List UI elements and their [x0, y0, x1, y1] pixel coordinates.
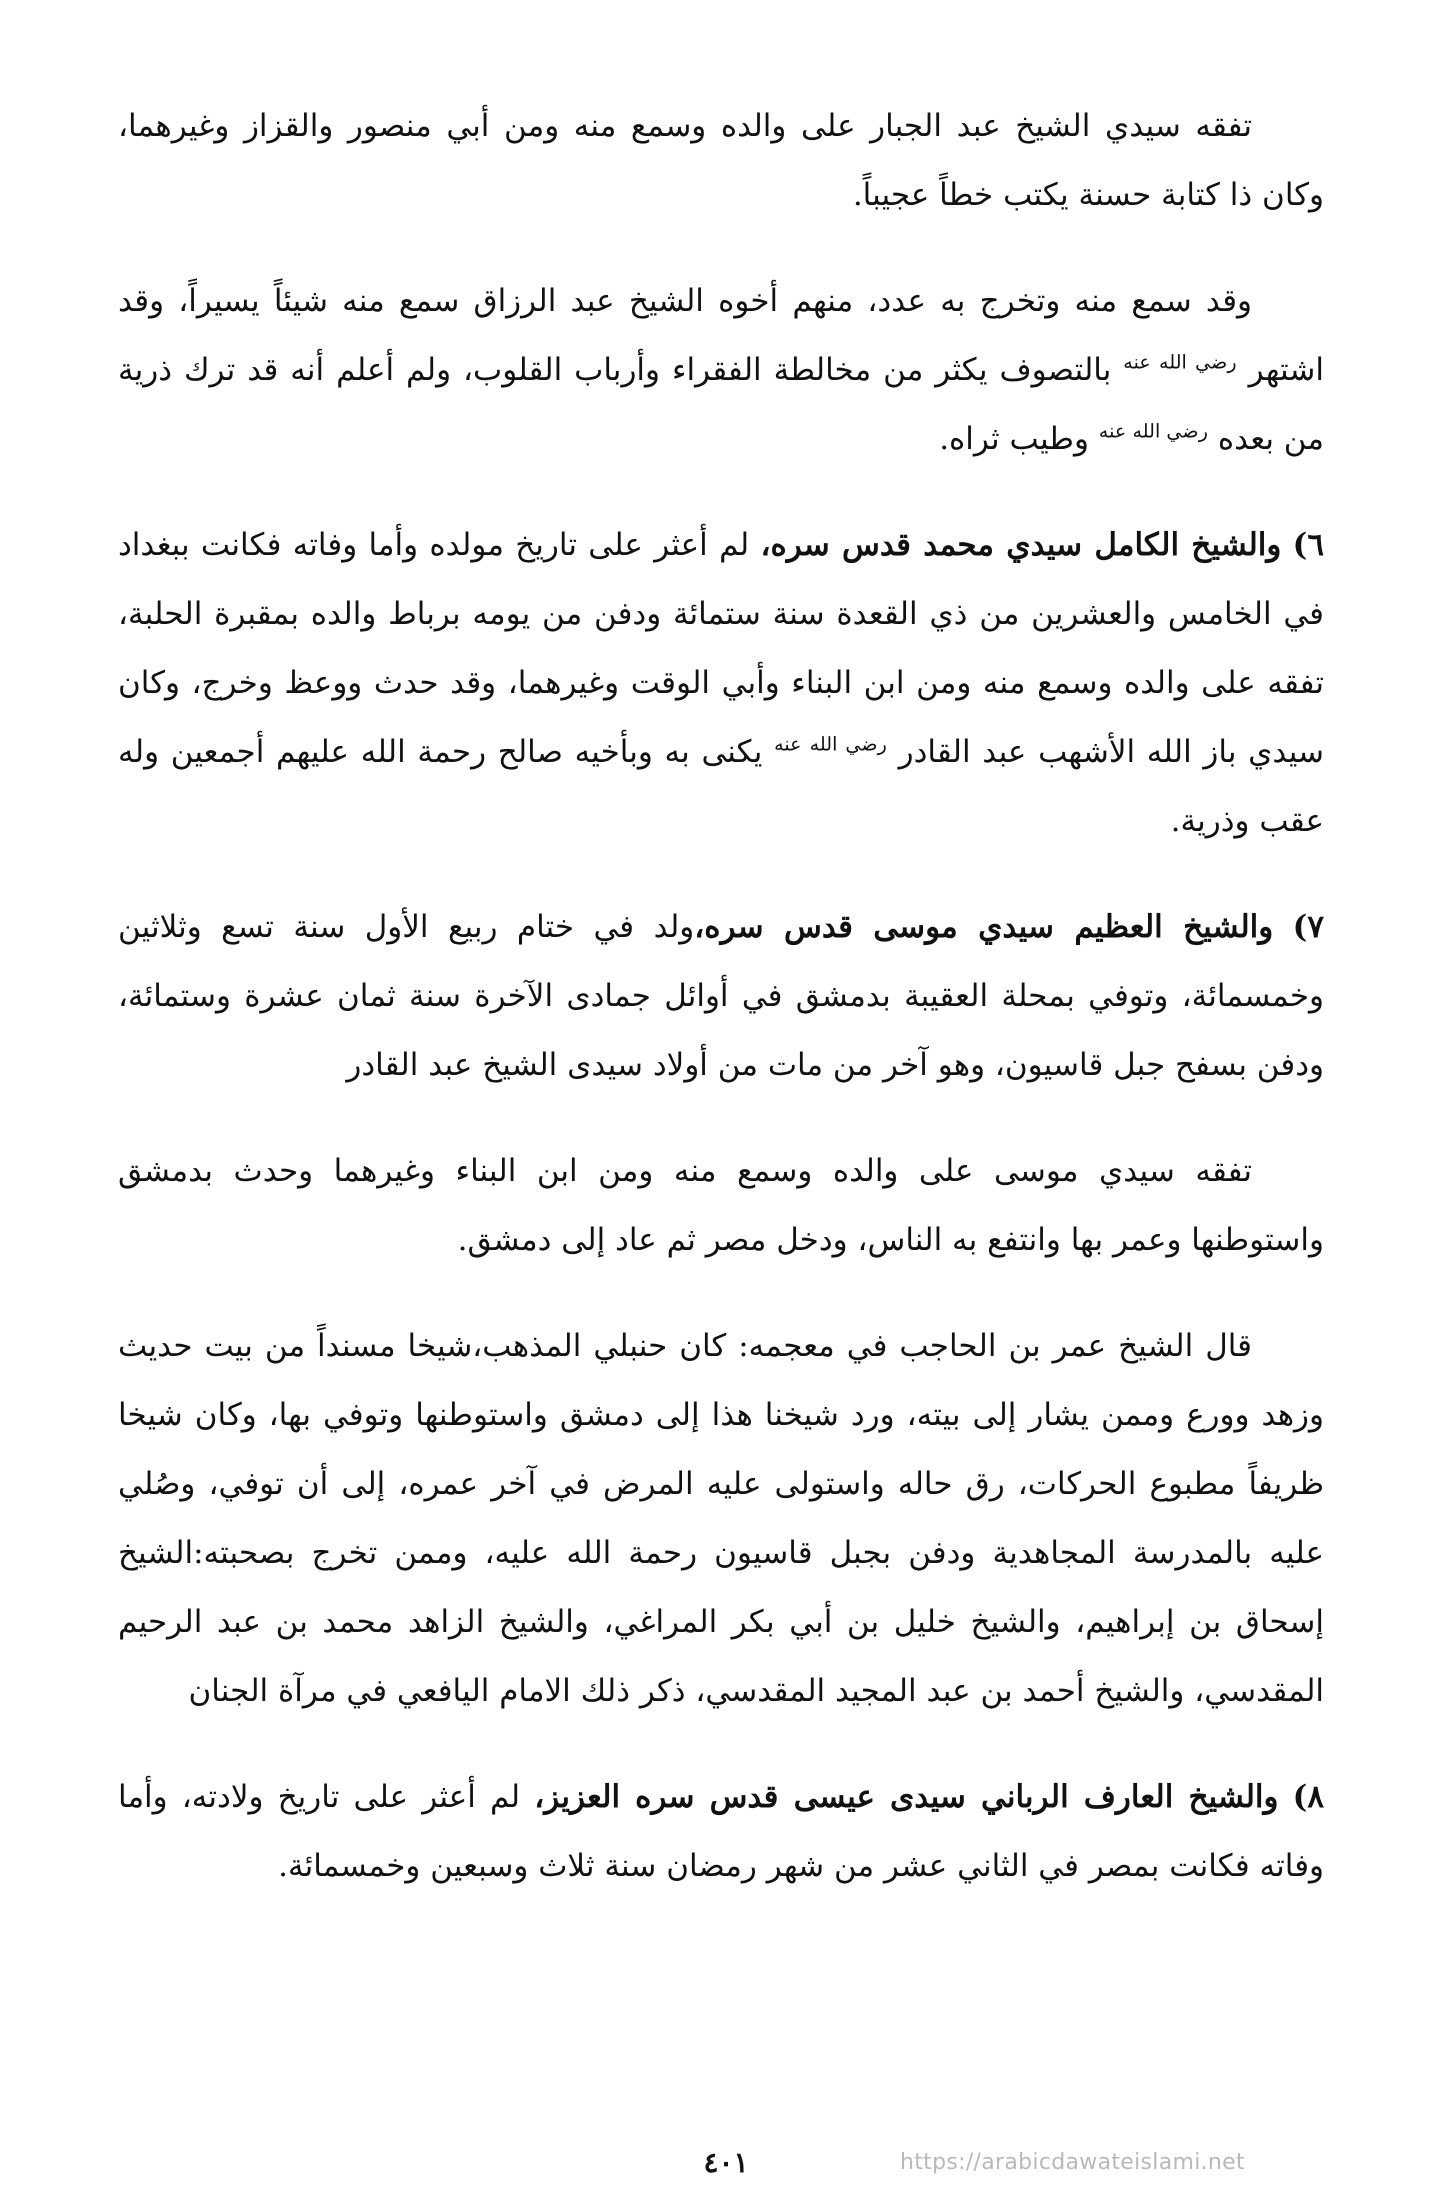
entry-heading: والشيخ العارف الرباني سيدى عيسى قدس سره العزيز، — [534, 1779, 1279, 1815]
website-watermark: https://arabicdawateislami.net — [900, 2150, 1245, 2175]
entry-text: ولد في ختام ربيع الأول سنة تسع وثلاثين وخمسمائة، وتوفي بمحلة العقيبة بدمشق في أوائل جمادى الآخرة سنة ثمان عشرة وستمائة، ودفن بسفح جبل قاسيون، وهو آخر من مات من أولاد سيدى الشيخ عبد القادر — [118, 909, 1324, 1083]
entry-text-part: يكنى به وبأخيه صالح رحمة الله عليهم أجمعين وله عقب وذرية. — [118, 734, 1324, 839]
entry-text-part: لم أعثر على تاريخ مولده وأما وفاته فكانت ببغداد في الخامس والعشرين من ذي القعدة سنة ستمائة ودفن من يومه برباط والده بمقبرة الحلبة، تفقه على والده وسمع منه ومن ابن البناء وأبي الوقت وغيرهما، وقد حدث ووعظ وخرج، وكان سيدي باز الله الأشهب عبد القادر — [118, 527, 1325, 770]
entry-text: لم أعثر على تاريخ ولادته، وأما وفاته فكانت بمصر في الثاني عشر من شهر رمضان سنة ثلاث وسبعين وخمسمائة. — [118, 1779, 1324, 1884]
entry-number: ٨) — [1292, 1779, 1324, 1815]
paragraph-abdul-jabbar-students — [118, 267, 1324, 474]
paragraph-text-part: وطيب ثراه. — [939, 421, 1089, 457]
entry-number: ٧) — [1292, 909, 1324, 945]
entry-number: ٦) — [1292, 527, 1324, 563]
paragraph-text-part: وقد سمع منه وتخرج به عدد، منهم أخوه الشيخ عبد الرزاق سمع منه شيئاً يسيراً، وقد اشتهر — [118, 283, 1324, 388]
entry-heading: والشيخ الكامل سيدي محمد قدس سره، — [760, 527, 1282, 563]
page-number: ٤٠١ — [703, 2146, 749, 2179]
entry-heading: والشيخ العظيم سيدي موسى قدس سره، — [694, 909, 1274, 945]
page-footer — [0, 2145, 1454, 2181]
paragraph-abdul-jabbar-study — [118, 92, 1324, 230]
paragraph-ibn-al-hajib-quote — [118, 1312, 1324, 1726]
entry-7-musa — [118, 893, 1324, 1100]
entry-8-isa — [118, 1763, 1324, 1901]
paragraph-text: تفقه سيدي موسى على والده وسمع منه ومن ابن البناء وغيرهما وحدث بدمشق واستوطنها وعمر بها وانتفع به الناس، ودخل مصر ثم عاد إلى دمشق. — [118, 1153, 1324, 1258]
paragraph-text-part: بالتصوف يكثر من مخالطة الفقراء وأرباب القلوب، ولم أعلم أنه قد ترك ذرية من بعده — [118, 352, 1324, 457]
main-text — [118, 92, 1324, 1938]
paragraph-text: قال الشيخ عمر بن الحاجب في معجمه: كان حنبلي المذهب،شيخا مسنداً من بيت حديث وزهد وورع وممن يشار إلى بيته، ورد شيخنا هذا إلى دمشق واستوطنها وتوفي بها، وكان شيخا ظريفاً مطبوع الحركات، رق حاله واستولى عليه المرض في آخر عمره، إلى أن توفي، وصُلي عليه بالمدرسة المجاهدية ودفن بجبل قاسيون رحمة الله عليه، وممن تخرج بصحبته:الشيخ إسحاق بن إبراهيم، والشيخ خليل بن أبي بكر المراغي، والشيخ الزاهد محمد بن عبد الرحيم المقدسي، والشيخ أحمد بن عبد المجيد المقدسي، ذكر ذلك الامام اليافعي في مرآة الجنان — [118, 1328, 1324, 1709]
paragraph-text: تفقه سيدي الشيخ عبد الجبار على والده وسمع منه ومن أبي منصور والقزاز وغيرهما، وكان ذا كتابة حسنة يكتب خطاً عجيباً. — [118, 108, 1324, 213]
honorific-ligature: رضي الله عنه — [1098, 419, 1208, 443]
honorific-ligature: رضي الله عنه — [1123, 350, 1237, 374]
honorific-ligature: رضي الله عنه — [774, 732, 887, 756]
entry-6-muhammad — [118, 511, 1324, 856]
paragraph-musa-study — [118, 1137, 1324, 1275]
